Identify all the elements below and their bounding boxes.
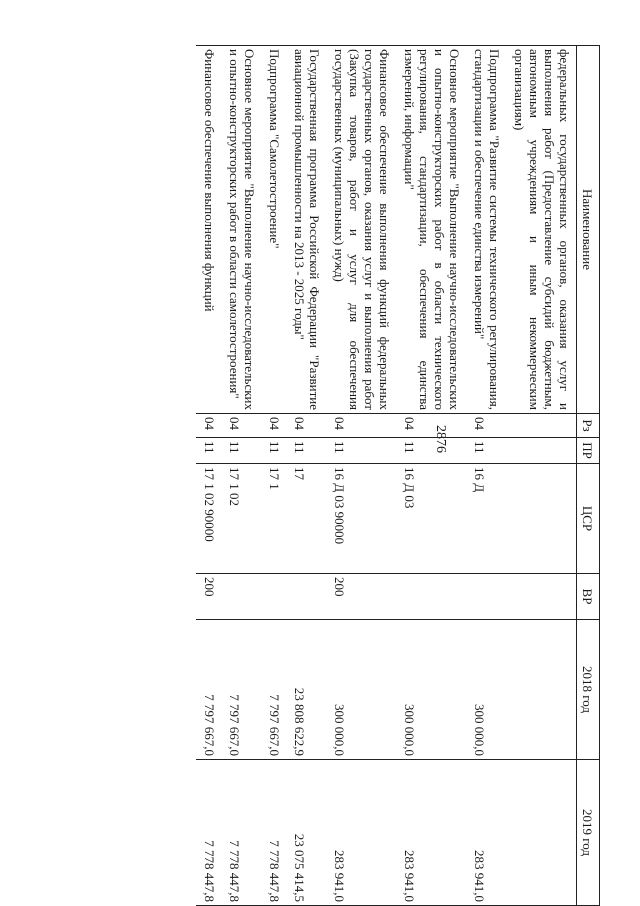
row-vr [396,574,466,620]
header-2018: 2018 год [577,620,600,760]
row-name: Государственная программа Российской Федерации "Развитие авиационной промышленности на 2013 - 2025 годы" [286,46,326,414]
row-2018: 7 797 667,0 [221,620,261,760]
row-name: федеральных государственных органов, оказания услуг и выполнения работ (Предоставление субсидий бюджетным, автономным учреждениям и иным некоммерческим организациям) [506,46,577,414]
row-vr [221,574,261,620]
row-2018: 300 000,0 [396,620,466,760]
row-name: Основное мероприятие "Выполнение научно-исследовательских и опытно-конструкторских работ в области технического регулирования, стандартизации, обеспечения единства измерений, информации" [396,46,466,414]
row-2018 [506,620,577,760]
row-name: Подпрограмма "Развитие системы технического регулирования, стандартизации и обеспечение единства измерений" [466,46,506,414]
row-rz: 04 [326,414,396,438]
row-vr: 200 [326,574,396,620]
row-csr [506,464,577,574]
header-csr: ЦСР [577,464,600,574]
budget-table [196,45,600,906]
header-vr: ВР [577,574,600,620]
row-rz: 04 [221,414,261,438]
row-rz: 04 [196,414,221,438]
row-pr: 11 [396,438,466,464]
table-row [221,46,261,906]
row-name: Финансовое обеспечение выполнения функций [196,46,221,414]
row-vr [506,574,577,620]
row-pr: 11 [221,438,261,464]
row-csr: 16 Д 03 90000 [326,464,396,574]
row-name: Подпрограмма "Самолетостроение" [261,46,286,414]
header-pr: ПР [577,438,600,464]
table-row [261,46,286,906]
row-2019: 283 941,0 [466,760,506,906]
row-2019: 7 778 447,8 [261,760,286,906]
row-csr: 17 1 [261,464,286,574]
row-2019: 283 941,0 [396,760,466,906]
row-name: Финансовое обеспечение выполнения функций федеральных государственных органов, оказания услуг и выполнения работ (Закупка товаров, работ и услуг для обеспечения государственных (муниципальных) нужд) [326,46,396,414]
row-pr: 11 [196,438,221,464]
row-rz: 04 [286,414,326,438]
table-row [506,46,577,906]
row-2018: 7 797 667,0 [196,620,221,760]
row-pr: 11 [326,438,396,464]
row-rz: 04 [261,414,286,438]
row-vr: 200 [196,574,221,620]
table-row [196,46,221,906]
row-csr: 17 1 02 [221,464,261,574]
row-2019: 23 075 414,5 [286,760,326,906]
row-vr [286,574,326,620]
table-row [326,46,396,906]
row-2018: 300 000,0 [466,620,506,760]
row-rz: 04 [396,414,466,438]
row-pr: 11 [261,438,286,464]
row-pr: 11 [466,438,506,464]
rotated-page [20,45,600,905]
header-name: Наименование [577,46,600,414]
header-rz: Рз [577,414,600,438]
row-pr [506,438,577,464]
row-2019: 283 941,0 [326,760,396,906]
row-name: Основное мероприятие "Выполнение научно-исследовательских и опытно-конструкторских работ в области самолетостроения" [221,46,261,414]
table-row [286,46,326,906]
row-2019 [506,760,577,906]
row-csr: 17 1 02 90000 [196,464,221,574]
row-vr [466,574,506,620]
row-2018: 7 797 667,0 [261,620,286,760]
row-csr: 16 Д 03 [396,464,466,574]
row-vr [261,574,286,620]
row-2019: 7 778 447,8 [196,760,221,906]
row-2019: 7 778 447,8 [221,760,261,906]
row-csr: 16 Д [466,464,506,574]
page-number: 2876 [433,425,448,453]
header-2019: 2019 год [577,760,600,906]
row-rz: 04 [466,414,506,438]
row-2018: 300 000,0 [326,620,396,760]
table-row [396,46,466,906]
row-csr: 17 [286,464,326,574]
row-rz [506,414,577,438]
row-pr: 11 [286,438,326,464]
table-header-row [577,46,600,906]
table-row [466,46,506,906]
row-2018: 23 808 622,9 [286,620,326,760]
